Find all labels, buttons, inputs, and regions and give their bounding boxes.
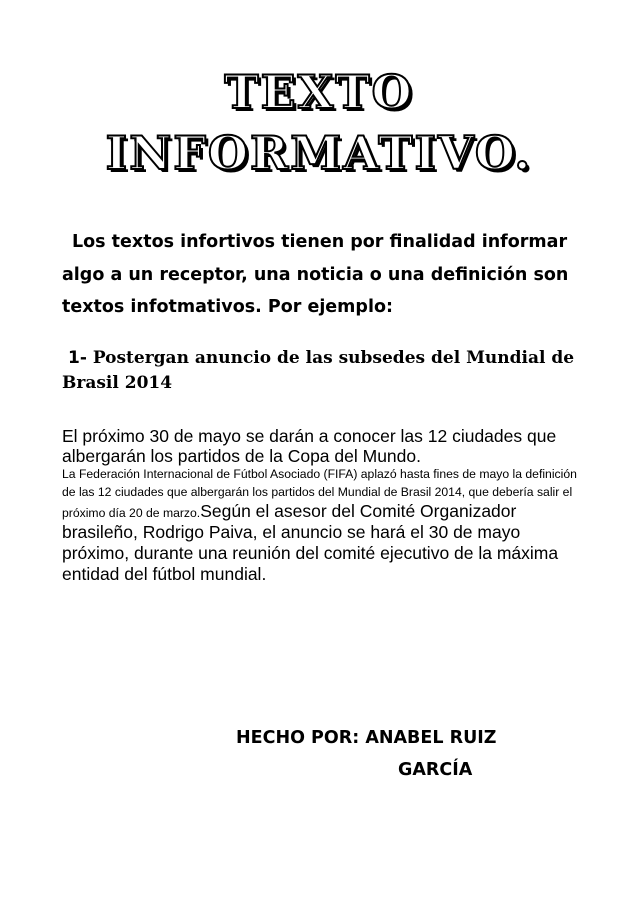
author-signature: [236, 722, 596, 786]
headline-number: 1-: [68, 348, 87, 368]
headline-text: Postergan anuncio de las subsedes del Mundial de Brasil 2014: [62, 348, 575, 393]
title-line-1: TEXTO: [224, 65, 414, 119]
news-headline: [62, 346, 582, 396]
news-body-large: Según el asesor del Comité Organizador brasileño, Rodrigo Paiva, el anuncio se hará el 30 de mayo próximo, durante una reunión del comité ejecutivo de la máxima entidad del fútbol mundial.: [62, 501, 559, 584]
news-body: [62, 465, 592, 585]
author-line-1: HECHO POR: ANABEL RUIZ: [236, 728, 497, 748]
author-line-2: GARCÍA: [398, 760, 473, 780]
news-body-small: La Federación Internacional de Fútbol Asociado (FIFA) aplazó hasta fines de mayo la definición de las 12 ciudades que albergarán los partidos del Mundial de Brasil 2014, que debería salir el próximo día 20 de marzo.: [62, 467, 577, 520]
intro-text: Los textos infortivos tienen por finalidad informar algo a un receptor, una noticia o una definición son textos infotmativos. Por ejemplo:: [62, 232, 569, 317]
title-line-2: INFORMATIVO.: [105, 126, 533, 180]
news-lede: El próximo 30 de mayo se darán a conocer las 12 ciudades que albergarán los partidos de la Copa del Mundo.: [62, 426, 557, 466]
intro-paragraph: [62, 226, 582, 324]
